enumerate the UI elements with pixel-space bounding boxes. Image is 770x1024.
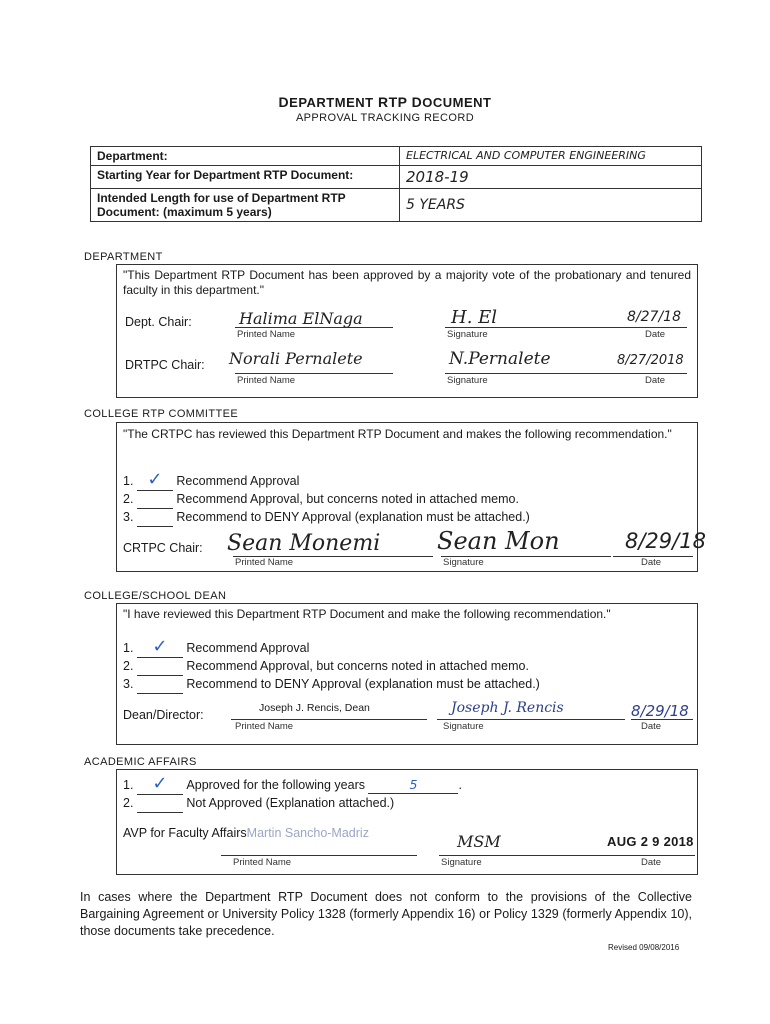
department-statement: "This Department RTP Document has been approved by a majority vote of the probationary and tenured faculty in this department." [123,268,691,297]
department-box [116,264,698,398]
title-rest-1: EPARTMENT [289,95,374,110]
dean-option-2[interactable]: 2. Recommend Approval, but concerns noted in attached memo. [123,658,540,676]
dept-chair-date[interactable]: 8/27/18 [627,309,681,325]
signature-caption: Signature [447,329,488,340]
crtpc-chair-date[interactable]: 8/29/18 [625,529,706,553]
academic-affairs-heading: ACADEMIC AFFAIRS [84,756,197,768]
footer-note: In cases where the Department RTP Document does not conform to the provisions of the Collective Bargaining Agreement or University Policy 1328 (formerly Appendix 16) or Policy 1329 (formerly Appendix 10), those documents take precedence. [80,890,692,938]
printed-name-caption: Printed Name [233,857,292,868]
signature-caption: Signature [441,857,482,868]
dean-option-3[interactable]: 3. Recommend to DENY Approval (explanation must be attached.) [123,676,540,694]
department-heading: DEPARTMENT [84,251,163,263]
dean-date[interactable]: 8/29/18 [631,702,689,720]
dept-chair-name[interactable]: Halima ElNaga [239,309,363,328]
length-label [91,189,400,222]
printed-name-caption: Printed Name [235,721,294,732]
signature-caption: Signature [443,721,484,732]
signature-caption: Signature [443,557,484,568]
dean-name[interactable]: Joseph J. Rencis, Dean [259,702,370,714]
dean-sig-line [437,719,625,720]
length-value[interactable]: 5 YEARS [400,189,702,222]
title-mid: RTP [373,94,412,110]
check-icon: ✓ [147,469,163,490]
title-cap-3: D [411,94,423,110]
dept-chair-date-line [625,327,687,328]
avp-date-line [615,855,695,856]
date-caption: Date [641,557,662,568]
crtpc-chair-name[interactable]: Sean Monemi [227,531,381,556]
printed-name-caption: Printed Name [237,375,296,386]
committee-option-3[interactable]: 3. Recommend to DENY Approval (explanation must be attached.) [123,509,530,527]
committee-option-2[interactable]: 2. Recommend Approval, but concerns noted in attached memo. [123,491,530,509]
drtpc-chair-date[interactable]: 8/27/2018 [617,353,684,368]
crtpc-chair-label: CRTPC Chair: [123,541,203,555]
committee-options [123,469,530,527]
aa-years-value[interactable]: 5 [368,776,458,794]
table-row [91,147,702,166]
drtpc-name-line [235,373,393,374]
table-row [91,189,702,222]
department-value[interactable]: ELECTRICAL AND COMPUTER ENGINEERING [400,147,702,166]
date-caption: Date [645,329,666,340]
dean-option-1[interactable]: 1. ✓ Recommend Approval [123,636,310,657]
dean-statement: "I have reviewed this Department RTP Document and make the following recommendation." [123,607,611,621]
committee-box [116,422,706,572]
date-caption: Date [641,721,662,732]
signature-caption: Signature [447,375,488,386]
avp-date[interactable]: AUG 2 9 2018 [607,834,694,849]
committee-heading: COLLEGE RTP COMMITTEE [84,408,239,420]
dean-date-line [631,719,693,720]
dean-heading: COLLEGE/SCHOOL DEAN [84,590,227,602]
date-caption: Date [645,375,666,386]
aa-option-1[interactable]: 1. ✓ Approved for the following years 5 . [123,773,462,794]
drtpc-date-line [625,373,687,374]
start-year-label: Starting Year for Department RTP Document: [91,166,400,189]
committee-statement: "The CRTPC has reviewed this Department RTP Document and makes the following recommendation." [123,427,672,441]
start-year-value[interactable]: 2018-19 [400,166,702,189]
info-table [90,146,702,222]
drtpc-sig-line [445,373,627,374]
drtpc-chair-label: DRTPC Chair: [125,358,205,372]
crtpc-chair-signature[interactable]: Sean Mon [437,527,560,555]
dean-box [116,603,698,745]
check-icon: ✓ [152,773,168,794]
avp-sig-line [439,855,627,856]
drtpc-chair-signature[interactable]: N.Pernalete [449,349,551,369]
avp-label: AVP for Faculty AffairsMartin Sancho-Madriz [123,826,369,840]
page-title [0,94,770,110]
length-label-line-1: Intended Length for use of Department RTP [97,191,346,205]
avp-signature[interactable]: MSM [457,832,501,851]
printed-name-caption: Printed Name [237,329,296,340]
dean-signature[interactable]: Joseph J. Rencis [451,700,564,716]
dept-chair-signature[interactable]: H. El [451,307,498,328]
aa-option-2[interactable]: 2. Not Approved (Explanation attached.) [123,795,462,813]
dean-director-label: Dean/Director: [123,708,204,722]
drtpc-chair-name[interactable]: Norali Pernalete [229,349,363,368]
length-label-line-2: Document: (maximum 5 years) [97,205,272,219]
page-subtitle: APPROVAL TRACKING RECORD [295,112,475,124]
dept-chair-name-line [235,327,393,328]
dept-chair-sig-line [445,327,627,328]
dean-name-line [231,719,427,720]
check-icon: ✓ [152,636,168,657]
avp-name-line [221,855,417,856]
avp-name[interactable]: Martin Sancho-Madriz [246,826,369,840]
aa-options [123,773,462,813]
department-label: Department: [91,147,400,166]
dean-options [123,636,540,694]
revised-date: Revised 09/08/2016 [608,943,680,952]
title-rest-3: OCUMENT [422,95,492,110]
academic-affairs-box [116,769,698,875]
dept-chair-label: Dept. Chair: [125,315,192,329]
printed-name-caption: Printed Name [235,557,294,568]
date-caption: Date [641,857,662,868]
committee-option-1[interactable]: 1. ✓ Recommend Approval [123,469,300,490]
title-cap-1: D [278,94,290,110]
table-row [91,166,702,189]
